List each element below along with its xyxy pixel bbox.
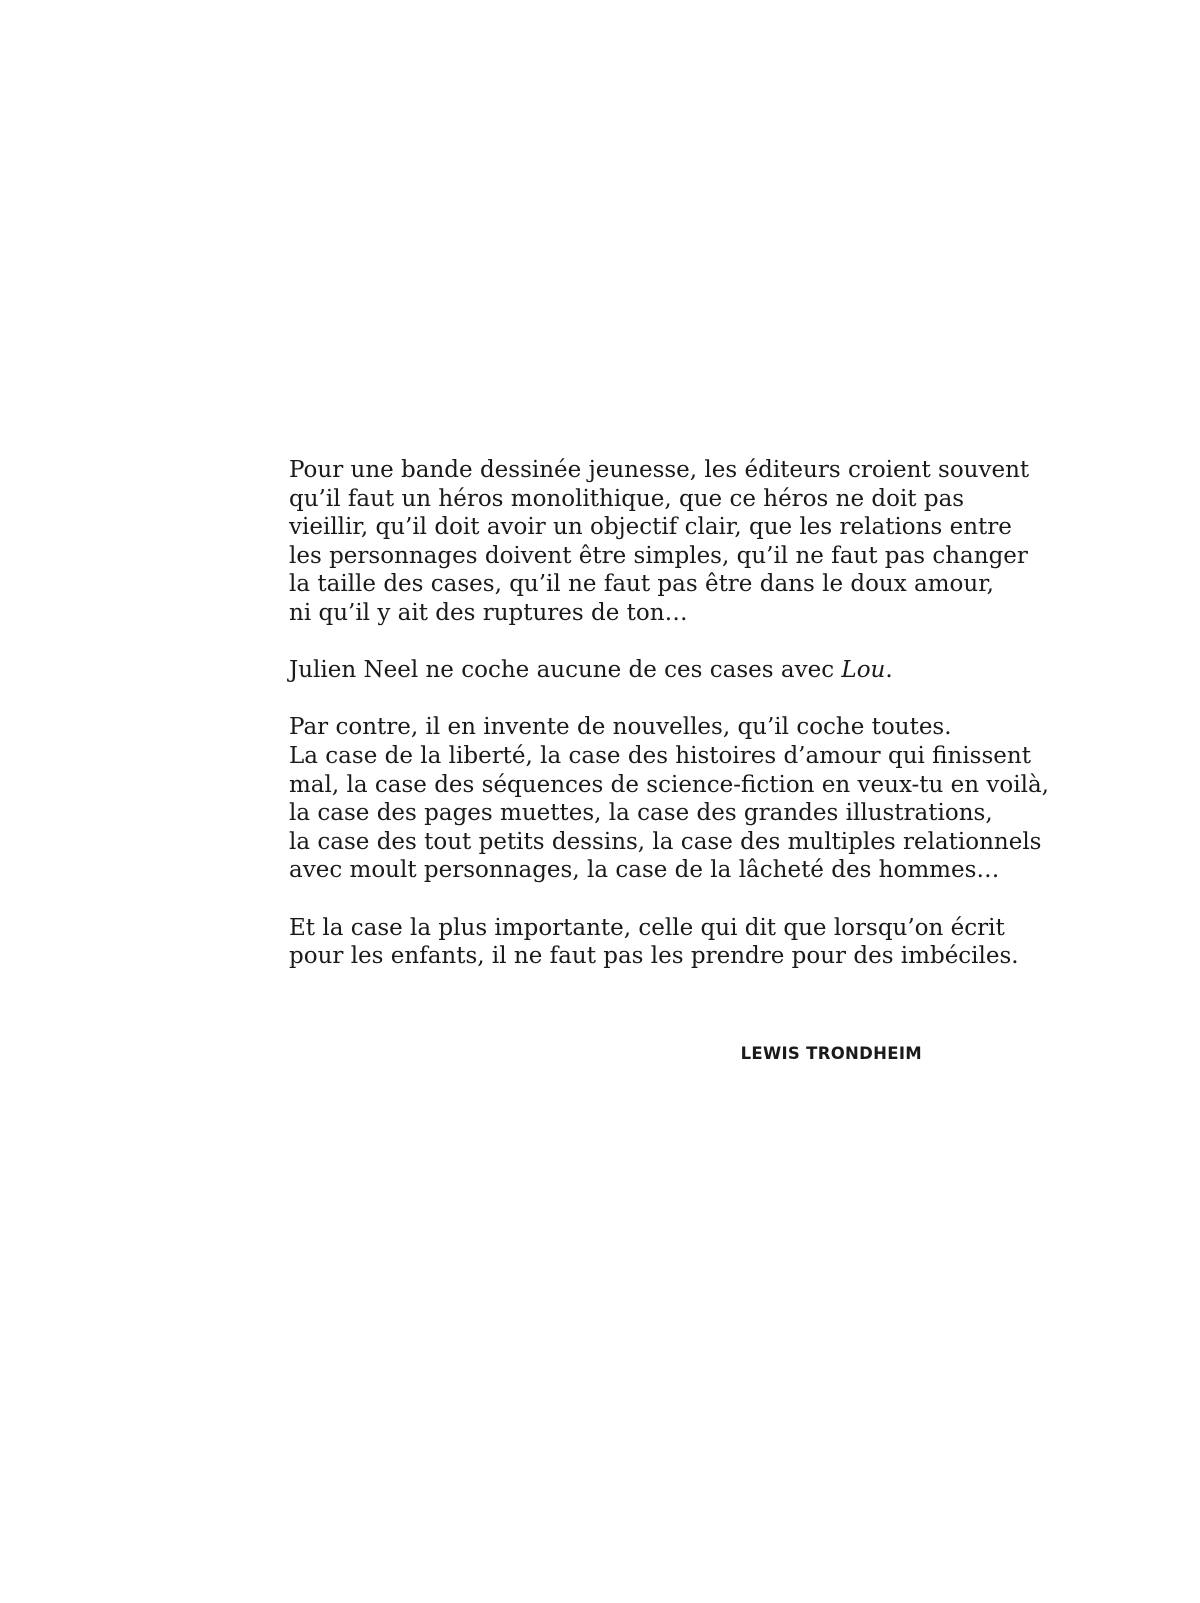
book-title: Lou: [841, 657, 886, 684]
text-line: la taille des cases, qu’il ne faut pas être dans le doux amour,: [289, 571, 994, 598]
text-line: Pour une bande dessinée jeunesse, les éditeurs croient souvent: [289, 457, 1030, 483]
text-line: La case de la liberté, la case des histoires d’amour qui finissent: [289, 742, 1031, 769]
paragraph-3: [289, 713, 952, 742]
text-line: mal, la case des séquences de science-fiction en veux-tu en voilà,: [289, 771, 1049, 798]
paragraph-1: [289, 456, 1030, 628]
text-line: avec moult personnages, la case de la lâcheté des hommes…: [289, 857, 1000, 884]
author-signature: LEWIS TRONDHEIM: [740, 1044, 922, 1063]
text-line: Et la case la plus importante, celle qui dit que lorsqu’on écrit: [289, 914, 1005, 941]
text-line: pour les enfants, il ne faut pas les prendre pour des imbéciles.: [289, 943, 1019, 970]
text-segment: Julien Neel ne coche aucune de ces cases avec: [289, 657, 842, 684]
paragraph-4: [289, 742, 1049, 885]
text-segment: .: [885, 657, 893, 684]
text-line: les personnages doivent être simples, qu’il ne faut pas changer: [289, 542, 1028, 569]
text-line: la case des pages muettes, la case des grandes illustrations,: [289, 800, 993, 827]
text-line: vieillir, qu’il doit avoir un objectif clair, que les relations entre: [289, 514, 1012, 541]
text-line: Par contre, il en invente de nouvelles, qu’il coche toutes.: [289, 714, 952, 741]
text-line: [289, 656, 922, 685]
preface-text: [289, 456, 1049, 971]
paragraph-5: [289, 914, 1019, 971]
text-line: qu’il faut un héros monolithique, que ce héros ne doit pas: [289, 485, 965, 512]
paragraph-2: [289, 656, 922, 685]
text-line: la case des tout petits dessins, la case des multiples relationnels: [289, 828, 1042, 855]
text-line: ni qu’il y ait des ruptures de ton…: [289, 599, 688, 626]
